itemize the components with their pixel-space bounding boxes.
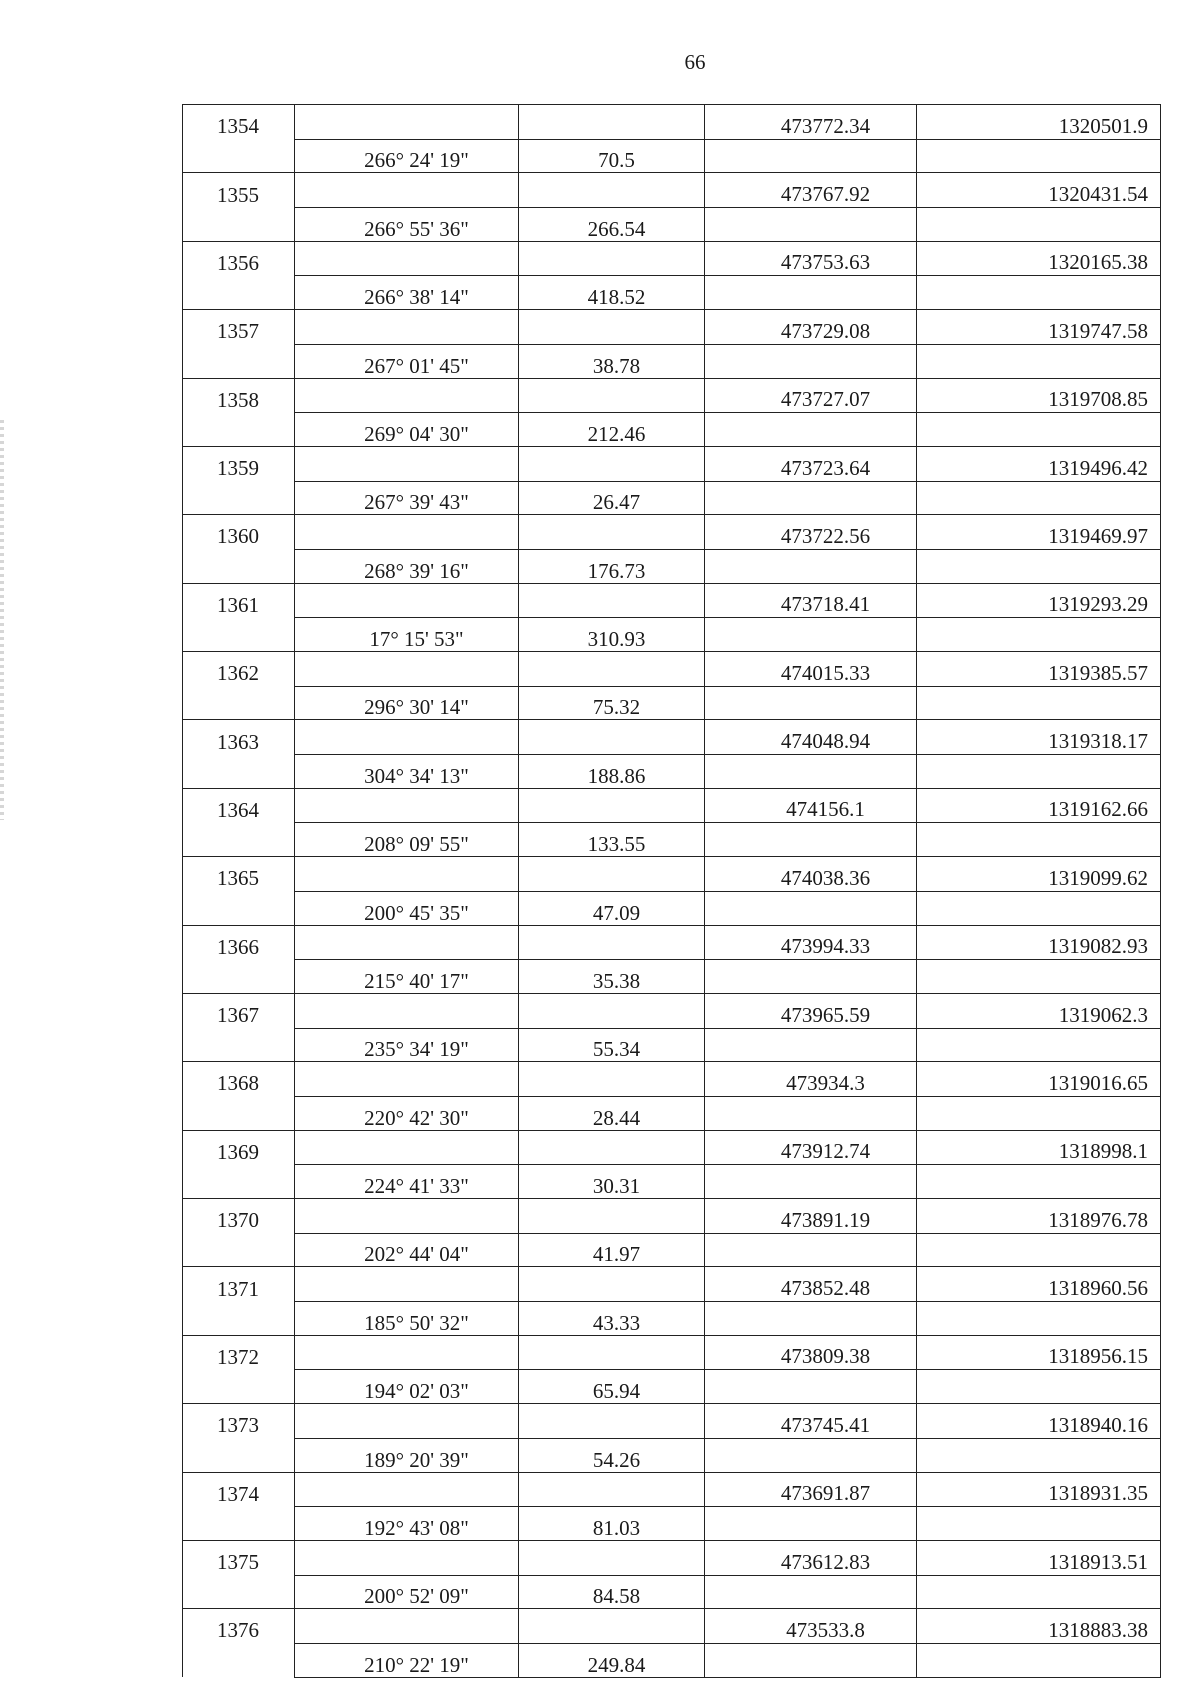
distance-cell: 133.55 [519, 823, 705, 857]
northing-cell: 1319469.97 [917, 515, 1161, 550]
point-row [183, 515, 1161, 550]
distance-empty-cell [519, 378, 705, 413]
bearing-empty-cell [295, 446, 519, 481]
northing-cell: 1318976.78 [917, 1199, 1161, 1234]
point-row [183, 993, 1161, 1028]
easting-cell: 473767.92 [705, 173, 917, 208]
distance-cell: 41.97 [519, 1233, 705, 1267]
easting-empty-cell [705, 686, 917, 720]
point-row [183, 1130, 1161, 1165]
leg-row [183, 344, 1161, 378]
point-row [183, 857, 1161, 892]
northing-cell: 1320501.9 [917, 105, 1161, 140]
northing-cell: 1320165.38 [917, 241, 1161, 276]
leg-row [183, 481, 1161, 515]
northing-empty-cell [917, 1370, 1161, 1404]
northing-cell: 1319062.3 [917, 993, 1161, 1028]
distance-empty-cell [519, 105, 705, 140]
distance-empty-cell [519, 1472, 705, 1507]
point-gap-cell [183, 1165, 295, 1199]
leg-row [183, 1302, 1161, 1336]
northing-cell: 1319293.29 [917, 583, 1161, 618]
easting-empty-cell [705, 1438, 917, 1472]
point-gap-cell [183, 755, 295, 789]
point-gap-cell [183, 481, 295, 515]
distance-empty-cell [519, 1404, 705, 1439]
bearing-cell: 268° 39' 16" [295, 549, 519, 583]
northing-empty-cell [917, 1507, 1161, 1541]
point-id-cell: 1374 [183, 1472, 295, 1507]
leg-row [183, 208, 1161, 242]
scan-edge-mark [0, 420, 4, 820]
easting-cell: 473809.38 [705, 1335, 917, 1370]
bearing-empty-cell [295, 1404, 519, 1439]
easting-cell: 473533.8 [705, 1609, 917, 1644]
northing-empty-cell [917, 1233, 1161, 1267]
point-gap-cell [183, 276, 295, 310]
point-id-cell: 1369 [183, 1130, 295, 1165]
easting-cell: 473912.74 [705, 1130, 917, 1165]
northing-cell: 1319162.66 [917, 788, 1161, 823]
bearing-empty-cell [295, 1267, 519, 1302]
bearing-empty-cell [295, 1062, 519, 1097]
distance-empty-cell [519, 1062, 705, 1097]
point-id-cell: 1365 [183, 857, 295, 892]
easting-cell: 473745.41 [705, 1404, 917, 1439]
easting-empty-cell [705, 549, 917, 583]
leg-row [183, 413, 1161, 447]
leg-row [183, 1028, 1161, 1062]
easting-cell: 473722.56 [705, 515, 917, 550]
bearing-cell: 220° 42' 30" [295, 1096, 519, 1130]
northing-empty-cell [917, 1302, 1161, 1336]
northing-empty-cell [917, 1575, 1161, 1609]
northing-cell: 1318883.38 [917, 1609, 1161, 1644]
point-row [183, 446, 1161, 481]
bearing-empty-cell [295, 720, 519, 755]
distance-empty-cell [519, 720, 705, 755]
point-id-cell: 1372 [183, 1335, 295, 1370]
easting-empty-cell [705, 1507, 917, 1541]
bearing-cell: 269° 04' 30" [295, 413, 519, 447]
northing-cell: 1318998.1 [917, 1130, 1161, 1165]
easting-empty-cell [705, 481, 917, 515]
bearing-empty-cell [295, 1130, 519, 1165]
point-id-cell: 1368 [183, 1062, 295, 1097]
point-gap-cell [183, 1302, 295, 1336]
table-body [183, 105, 1161, 1678]
distance-cell: 310.93 [519, 618, 705, 652]
distance-cell: 266.54 [519, 208, 705, 242]
distance-cell: 43.33 [519, 1302, 705, 1336]
bearing-empty-cell [295, 1472, 519, 1507]
easting-empty-cell [705, 1302, 917, 1336]
northing-empty-cell [917, 549, 1161, 583]
northing-cell: 1318931.35 [917, 1472, 1161, 1507]
bearing-cell: 200° 52' 09" [295, 1575, 519, 1609]
distance-empty-cell [519, 1199, 705, 1234]
bearing-empty-cell [295, 1540, 519, 1575]
distance-empty-cell [519, 1267, 705, 1302]
point-gap-cell [183, 618, 295, 652]
distance-empty-cell [519, 1609, 705, 1644]
distance-empty-cell [519, 1335, 705, 1370]
northing-empty-cell [917, 1028, 1161, 1062]
easting-empty-cell [705, 1165, 917, 1199]
northing-empty-cell [917, 1096, 1161, 1130]
leg-row [183, 1438, 1161, 1472]
distance-empty-cell [519, 1130, 705, 1165]
easting-cell: 473772.34 [705, 105, 917, 140]
northing-empty-cell [917, 1643, 1161, 1677]
easting-empty-cell [705, 755, 917, 789]
distance-cell: 418.52 [519, 276, 705, 310]
bearing-cell: 266° 38' 14" [295, 276, 519, 310]
point-id-cell: 1362 [183, 652, 295, 687]
distance-cell: 65.94 [519, 1370, 705, 1404]
distance-cell: 38.78 [519, 344, 705, 378]
northing-empty-cell [917, 344, 1161, 378]
bearing-empty-cell [295, 1199, 519, 1234]
northing-empty-cell [917, 276, 1161, 310]
easting-cell: 473729.08 [705, 310, 917, 345]
distance-cell: 35.38 [519, 960, 705, 994]
bearing-empty-cell [295, 788, 519, 823]
bearing-cell: 202° 44' 04" [295, 1233, 519, 1267]
point-gap-cell [183, 686, 295, 720]
easting-empty-cell [705, 413, 917, 447]
bearing-cell: 208° 09' 55" [295, 823, 519, 857]
point-id-cell: 1361 [183, 583, 295, 618]
distance-cell: 26.47 [519, 481, 705, 515]
point-id-cell: 1354 [183, 105, 295, 140]
bearing-cell: 235° 34' 19" [295, 1028, 519, 1062]
easting-cell: 473718.41 [705, 583, 917, 618]
bearing-empty-cell [295, 925, 519, 960]
northing-empty-cell [917, 139, 1161, 173]
distance-cell: 70.5 [519, 139, 705, 173]
easting-empty-cell [705, 1643, 917, 1677]
distance-empty-cell [519, 788, 705, 823]
bearing-empty-cell [295, 993, 519, 1028]
bearing-cell: 304° 34' 13" [295, 755, 519, 789]
bearing-cell: 210° 22' 19" [295, 1643, 519, 1677]
bearing-cell: 192° 43' 08" [295, 1507, 519, 1541]
distance-empty-cell [519, 1540, 705, 1575]
leg-row [183, 1507, 1161, 1541]
easting-cell: 473753.63 [705, 241, 917, 276]
easting-empty-cell [705, 1575, 917, 1609]
bearing-cell: 185° 50' 32" [295, 1302, 519, 1336]
point-gap-cell [183, 1233, 295, 1267]
bearing-cell: 224° 41' 33" [295, 1165, 519, 1199]
point-gap-cell [183, 1438, 295, 1472]
northing-cell: 1319708.85 [917, 378, 1161, 413]
point-row [183, 1472, 1161, 1507]
easting-cell: 473965.59 [705, 993, 917, 1028]
northing-cell: 1319385.57 [917, 652, 1161, 687]
point-id-cell: 1371 [183, 1267, 295, 1302]
point-gap-cell [183, 344, 295, 378]
point-id-cell: 1358 [183, 378, 295, 413]
leg-row [183, 1165, 1161, 1199]
point-row [183, 1199, 1161, 1234]
point-gap-cell [183, 891, 295, 925]
northing-cell: 1319747.58 [917, 310, 1161, 345]
leg-row [183, 549, 1161, 583]
leg-row [183, 1575, 1161, 1609]
distance-cell: 55.34 [519, 1028, 705, 1062]
bearing-empty-cell [295, 1609, 519, 1644]
distance-cell: 54.26 [519, 1438, 705, 1472]
page-number: 66 [684, 50, 706, 74]
point-gap-cell [183, 413, 295, 447]
point-id-cell: 1376 [183, 1609, 295, 1644]
easting-cell: 474048.94 [705, 720, 917, 755]
leg-row [183, 755, 1161, 789]
point-gap-cell [183, 139, 295, 173]
survey-coordinates-table [182, 104, 1161, 1678]
point-gap-cell [183, 1096, 295, 1130]
point-id-cell: 1373 [183, 1404, 295, 1439]
northing-empty-cell [917, 686, 1161, 720]
distance-empty-cell [519, 173, 705, 208]
northing-empty-cell [917, 755, 1161, 789]
distance-cell: 249.84 [519, 1643, 705, 1677]
bearing-cell: 266° 55' 36" [295, 208, 519, 242]
point-gap-cell [183, 549, 295, 583]
leg-row [183, 618, 1161, 652]
distance-cell: 176.73 [519, 549, 705, 583]
bearing-empty-cell [295, 515, 519, 550]
easting-empty-cell [705, 618, 917, 652]
northing-empty-cell [917, 823, 1161, 857]
easting-cell: 473852.48 [705, 1267, 917, 1302]
bearing-cell: 267° 39' 43" [295, 481, 519, 515]
bearing-cell: 189° 20' 39" [295, 1438, 519, 1472]
point-row [183, 788, 1161, 823]
point-id-cell: 1370 [183, 1199, 295, 1234]
bearing-empty-cell [295, 652, 519, 687]
easting-cell: 473691.87 [705, 1472, 917, 1507]
northing-cell: 1318913.51 [917, 1540, 1161, 1575]
point-row [183, 1267, 1161, 1302]
point-id-cell: 1359 [183, 446, 295, 481]
easting-cell: 473612.83 [705, 1540, 917, 1575]
point-row [183, 652, 1161, 687]
point-gap-cell [183, 1507, 295, 1541]
distance-empty-cell [519, 652, 705, 687]
point-gap-cell [183, 1575, 295, 1609]
leg-row [183, 139, 1161, 173]
leg-row [183, 276, 1161, 310]
point-row [183, 583, 1161, 618]
northing-empty-cell [917, 960, 1161, 994]
point-id-cell: 1375 [183, 1540, 295, 1575]
point-row [183, 1540, 1161, 1575]
northing-cell: 1318940.16 [917, 1404, 1161, 1439]
point-gap-cell [183, 208, 295, 242]
point-row [183, 310, 1161, 345]
distance-empty-cell [519, 857, 705, 892]
distance-cell: 84.58 [519, 1575, 705, 1609]
easting-empty-cell [705, 208, 917, 242]
point-id-cell: 1363 [183, 720, 295, 755]
distance-empty-cell [519, 446, 705, 481]
bearing-cell: 267° 01' 45" [295, 344, 519, 378]
point-id-cell: 1364 [183, 788, 295, 823]
northing-cell: 1319016.65 [917, 1062, 1161, 1097]
bearing-cell: 200° 45' 35" [295, 891, 519, 925]
distance-cell: 188.86 [519, 755, 705, 789]
northing-empty-cell [917, 413, 1161, 447]
easting-cell: 474038.36 [705, 857, 917, 892]
point-row [183, 173, 1161, 208]
point-gap-cell [183, 823, 295, 857]
easting-empty-cell [705, 1370, 917, 1404]
leg-row [183, 1370, 1161, 1404]
easting-empty-cell [705, 276, 917, 310]
bearing-cell: 194° 02' 03" [295, 1370, 519, 1404]
easting-empty-cell [705, 1028, 917, 1062]
northing-cell: 1320431.54 [917, 173, 1161, 208]
distance-cell: 75.32 [519, 686, 705, 720]
bearing-empty-cell [295, 241, 519, 276]
leg-row [183, 1096, 1161, 1130]
easting-cell: 473994.33 [705, 925, 917, 960]
bearing-empty-cell [295, 857, 519, 892]
easting-cell: 473727.07 [705, 378, 917, 413]
bearing-empty-cell [295, 1335, 519, 1370]
northing-empty-cell [917, 208, 1161, 242]
distance-empty-cell [519, 310, 705, 345]
point-id-cell: 1357 [183, 310, 295, 345]
point-row [183, 925, 1161, 960]
point-row [183, 1062, 1161, 1097]
easting-cell: 474015.33 [705, 652, 917, 687]
easting-empty-cell [705, 1233, 917, 1267]
northing-cell: 1318956.15 [917, 1335, 1161, 1370]
bearing-empty-cell [295, 173, 519, 208]
point-id-cell: 1356 [183, 241, 295, 276]
distance-cell: 81.03 [519, 1507, 705, 1541]
leg-row [183, 686, 1161, 720]
easting-cell: 473934.3 [705, 1062, 917, 1097]
distance-empty-cell [519, 515, 705, 550]
northing-empty-cell [917, 891, 1161, 925]
northing-cell: 1319099.62 [917, 857, 1161, 892]
northing-cell: 1319082.93 [917, 925, 1161, 960]
northing-empty-cell [917, 1438, 1161, 1472]
leg-row [183, 891, 1161, 925]
northing-empty-cell [917, 481, 1161, 515]
distance-empty-cell [519, 925, 705, 960]
easting-empty-cell [705, 1096, 917, 1130]
point-gap-cell [183, 960, 295, 994]
distance-cell: 212.46 [519, 413, 705, 447]
easting-cell: 473891.19 [705, 1199, 917, 1234]
bearing-cell: 296° 30' 14" [295, 686, 519, 720]
easting-empty-cell [705, 139, 917, 173]
easting-empty-cell [705, 960, 917, 994]
leg-row [183, 823, 1161, 857]
point-row [183, 720, 1161, 755]
northing-cell: 1319496.42 [917, 446, 1161, 481]
leg-row [183, 1643, 1161, 1677]
bearing-cell: 266° 24' 19" [295, 139, 519, 173]
distance-cell: 28.44 [519, 1096, 705, 1130]
leg-row [183, 960, 1161, 994]
point-row [183, 378, 1161, 413]
bearing-empty-cell [295, 378, 519, 413]
point-id-cell: 1367 [183, 993, 295, 1028]
point-row [183, 105, 1161, 140]
leg-row [183, 1233, 1161, 1267]
point-gap-cell [183, 1643, 295, 1677]
easting-empty-cell [705, 344, 917, 378]
point-row [183, 1404, 1161, 1439]
point-id-cell: 1366 [183, 925, 295, 960]
bearing-empty-cell [295, 583, 519, 618]
distance-empty-cell [519, 993, 705, 1028]
distance-empty-cell [519, 241, 705, 276]
easting-empty-cell [705, 891, 917, 925]
point-gap-cell [183, 1370, 295, 1404]
easting-cell: 473723.64 [705, 446, 917, 481]
point-row [183, 241, 1161, 276]
bearing-empty-cell [295, 105, 519, 140]
point-row [183, 1335, 1161, 1370]
easting-cell: 474156.1 [705, 788, 917, 823]
distance-cell: 30.31 [519, 1165, 705, 1199]
northing-empty-cell [917, 618, 1161, 652]
point-gap-cell [183, 1028, 295, 1062]
northing-empty-cell [917, 1165, 1161, 1199]
point-id-cell: 1355 [183, 173, 295, 208]
distance-empty-cell [519, 583, 705, 618]
distance-cell: 47.09 [519, 891, 705, 925]
easting-empty-cell [705, 823, 917, 857]
point-id-cell: 1360 [183, 515, 295, 550]
bearing-cell: 215° 40' 17" [295, 960, 519, 994]
bearing-cell: 17° 15' 53" [295, 618, 519, 652]
northing-cell: 1319318.17 [917, 720, 1161, 755]
point-row [183, 1609, 1161, 1644]
bearing-empty-cell [295, 310, 519, 345]
northing-cell: 1318960.56 [917, 1267, 1161, 1302]
